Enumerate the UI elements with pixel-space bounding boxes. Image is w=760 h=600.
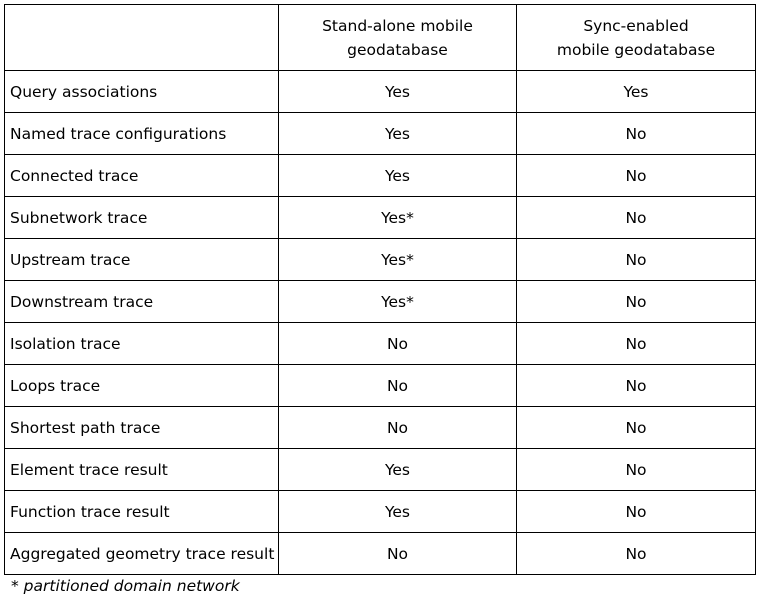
table-row <box>5 491 756 533</box>
sync-value-cell: No <box>517 365 756 407</box>
sync-value-cell: Yes <box>517 71 756 113</box>
feature-support-table <box>4 4 756 575</box>
feature-name-cell: Element trace result <box>5 449 279 491</box>
feature-name-cell: Function trace result <box>5 491 279 533</box>
footnote: * partitioned domain network <box>11 577 240 595</box>
table-row <box>5 239 756 281</box>
table-row <box>5 533 756 575</box>
feature-name-cell: Aggregated geometry trace result <box>5 533 279 575</box>
table-row <box>5 281 756 323</box>
sync-value-cell: No <box>517 197 756 239</box>
sync-value-cell: No <box>517 491 756 533</box>
standalone-value-cell: Yes <box>279 113 517 155</box>
sync-value-cell: No <box>517 533 756 575</box>
standalone-value-cell: No <box>279 533 517 575</box>
header-standalone: Stand-alone mobile geodatabase <box>279 5 517 71</box>
table-row <box>5 155 756 197</box>
sync-value-cell: No <box>517 449 756 491</box>
table-row <box>5 197 756 239</box>
table-row <box>5 71 756 113</box>
standalone-value-cell: Yes <box>279 71 517 113</box>
feature-name-cell: Upstream trace <box>5 239 279 281</box>
header-feature <box>5 5 279 71</box>
table-row <box>5 365 756 407</box>
sync-value-cell: No <box>517 323 756 365</box>
table-row <box>5 449 756 491</box>
header-sync: Sync-enabled mobile geodatabase <box>517 5 756 71</box>
standalone-value-cell: Yes* <box>279 197 517 239</box>
standalone-value-cell: No <box>279 407 517 449</box>
feature-name-cell: Isolation trace <box>5 323 279 365</box>
table-body <box>5 71 756 575</box>
standalone-value-cell: No <box>279 365 517 407</box>
standalone-value-cell: No <box>279 323 517 365</box>
standalone-value-cell: Yes <box>279 155 517 197</box>
standalone-value-cell: Yes* <box>279 239 517 281</box>
sync-value-cell: No <box>517 113 756 155</box>
table-row <box>5 323 756 365</box>
table-row <box>5 113 756 155</box>
header-row <box>5 5 756 71</box>
feature-name-cell: Named trace configurations <box>5 113 279 155</box>
sync-value-cell: No <box>517 407 756 449</box>
standalone-value-cell: Yes <box>279 449 517 491</box>
standalone-value-cell: Yes* <box>279 281 517 323</box>
sync-value-cell: No <box>517 239 756 281</box>
feature-name-cell: Connected trace <box>5 155 279 197</box>
sync-value-cell: No <box>517 281 756 323</box>
sync-value-cell: No <box>517 155 756 197</box>
standalone-value-cell: Yes <box>279 491 517 533</box>
feature-name-cell: Subnetwork trace <box>5 197 279 239</box>
feature-name-cell: Downstream trace <box>5 281 279 323</box>
table-row <box>5 407 756 449</box>
feature-name-cell: Query associations <box>5 71 279 113</box>
feature-name-cell: Shortest path trace <box>5 407 279 449</box>
feature-name-cell: Loops trace <box>5 365 279 407</box>
